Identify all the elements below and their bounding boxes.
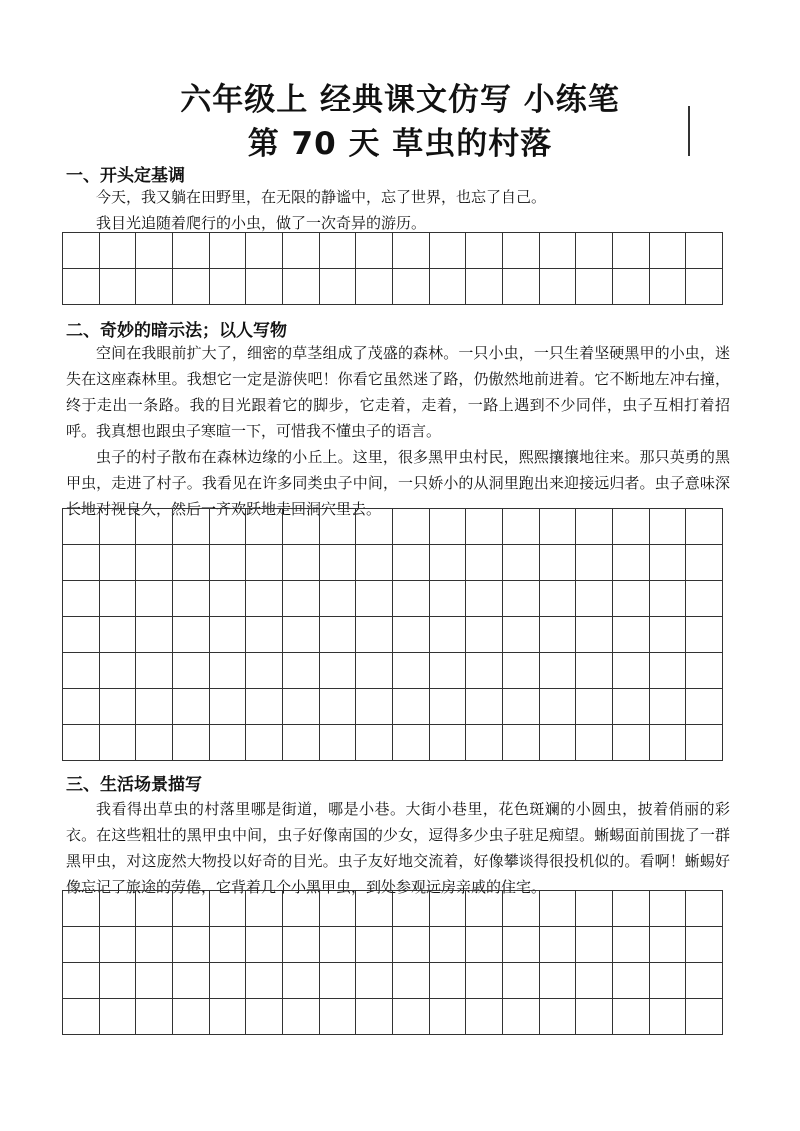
grid-cell[interactable] (136, 581, 173, 617)
grid-cell[interactable] (100, 927, 137, 963)
grid-cell[interactable] (393, 963, 430, 999)
grid-cell[interactable] (393, 269, 430, 305)
grid-cell[interactable] (613, 725, 650, 761)
grid-cell[interactable] (63, 581, 100, 617)
grid-cell[interactable] (576, 617, 613, 653)
grid-cell[interactable] (246, 927, 283, 963)
grid-row (63, 617, 723, 653)
grid-cell[interactable] (613, 581, 650, 617)
grid-cell[interactable] (246, 891, 283, 927)
grid-cell[interactable] (136, 927, 173, 963)
grid-cell[interactable] (246, 233, 283, 269)
grid-cell[interactable] (686, 963, 723, 999)
grid-cell[interactable] (173, 617, 210, 653)
grid-cell[interactable] (100, 725, 137, 761)
grid-cell[interactable] (173, 581, 210, 617)
grid-cell[interactable] (613, 963, 650, 999)
grid-cell[interactable] (503, 545, 540, 581)
grid-cell[interactable] (430, 233, 467, 269)
grid-row (63, 509, 723, 545)
grid-cell[interactable] (173, 927, 210, 963)
section-1-paragraph-2: 我目光追随着爬行的小虫，做了一次奇异的游历。 (96, 214, 427, 232)
grid-cell[interactable] (430, 725, 467, 761)
grid-cell[interactable] (503, 617, 540, 653)
grid-cell[interactable] (613, 509, 650, 545)
grid-cell[interactable] (576, 891, 613, 927)
grid-cell[interactable] (246, 689, 283, 725)
grid-cell[interactable] (466, 545, 503, 581)
grid-row (63, 545, 723, 581)
grid-cell[interactable] (63, 927, 100, 963)
grid-cell[interactable] (466, 999, 503, 1035)
grid-cell[interactable] (650, 927, 687, 963)
grid-row (63, 581, 723, 617)
grid-cell[interactable] (686, 269, 723, 305)
grid-cell[interactable] (246, 581, 283, 617)
grid-cell[interactable] (466, 927, 503, 963)
grid-cell[interactable] (393, 999, 430, 1035)
grid-cell[interactable] (650, 725, 687, 761)
grid-cell[interactable] (356, 617, 393, 653)
grid-cell[interactable] (613, 689, 650, 725)
grid-cell[interactable] (356, 269, 393, 305)
grid-cell[interactable] (63, 617, 100, 653)
grid-cell[interactable] (466, 581, 503, 617)
grid-cell[interactable] (613, 545, 650, 581)
section-3-writing-grid[interactable] (62, 890, 723, 1035)
grid-cell[interactable] (503, 269, 540, 305)
grid-cell[interactable] (503, 999, 540, 1035)
grid-cell[interactable] (63, 233, 100, 269)
grid-cell[interactable] (650, 269, 687, 305)
grid-cell[interactable] (576, 509, 613, 545)
grid-cell[interactable] (540, 725, 577, 761)
grid-cell[interactable] (650, 233, 687, 269)
grid-cell[interactable] (650, 581, 687, 617)
grid-cell[interactable] (430, 927, 467, 963)
grid-cell[interactable] (136, 509, 173, 545)
section-1-text (66, 184, 730, 236)
grid-cell[interactable] (320, 545, 357, 581)
grid-cell[interactable] (356, 581, 393, 617)
grid-cell[interactable] (650, 617, 687, 653)
grid-cell[interactable] (540, 891, 577, 927)
grid-cell[interactable] (63, 999, 100, 1035)
grid-cell[interactable] (503, 963, 540, 999)
grid-cell[interactable] (283, 963, 320, 999)
grid-cell[interactable] (650, 689, 687, 725)
grid-cell[interactable] (136, 891, 173, 927)
grid-cell[interactable] (246, 545, 283, 581)
section-2-paragraph-2: 虫子的村子散布在森林边缘的小丘上。这里，很多黑甲虫村民，熙熙攘攘地往来。那只英勇的黑甲虫，走进了村子。我看见在许多同类虫子中间，一只娇小的从洞里跑出来迎接远归者。虫子意味深长地对视良久，然后一齐欢跃地走回洞穴里去。 (66, 448, 730, 518)
grid-cell[interactable] (63, 653, 100, 689)
grid-row (63, 233, 723, 269)
grid-cell[interactable] (210, 509, 247, 545)
grid-cell[interactable] (173, 545, 210, 581)
grid-cell[interactable] (100, 963, 137, 999)
grid-cell[interactable] (393, 581, 430, 617)
grid-cell[interactable] (393, 545, 430, 581)
grid-cell[interactable] (320, 233, 357, 269)
grid-cell[interactable] (503, 927, 540, 963)
grid-cell[interactable] (283, 653, 320, 689)
grid-cell[interactable] (466, 653, 503, 689)
grid-cell[interactable] (100, 891, 137, 927)
grid-cell[interactable] (650, 963, 687, 999)
grid-cell[interactable] (100, 617, 137, 653)
grid-cell[interactable] (246, 963, 283, 999)
grid-cell[interactable] (356, 725, 393, 761)
grid-cell[interactable] (540, 999, 577, 1035)
grid-cell[interactable] (210, 927, 247, 963)
section-3-heading: 三、生活场景描写 (66, 775, 202, 795)
grid-cell[interactable] (613, 999, 650, 1035)
grid-cell[interactable] (356, 689, 393, 725)
grid-cell[interactable] (246, 617, 283, 653)
grid-cell[interactable] (283, 269, 320, 305)
grid-cell[interactable] (210, 963, 247, 999)
grid-cell[interactable] (503, 725, 540, 761)
grid-cell[interactable] (173, 891, 210, 927)
grid-cell[interactable] (100, 233, 137, 269)
grid-cell[interactable] (576, 963, 613, 999)
grid-cell[interactable] (136, 269, 173, 305)
grid-cell[interactable] (466, 963, 503, 999)
grid-cell[interactable] (210, 269, 247, 305)
grid-cell[interactable] (283, 581, 320, 617)
grid-cell[interactable] (393, 689, 430, 725)
grid-cell[interactable] (63, 545, 100, 581)
grid-cell[interactable] (100, 689, 137, 725)
grid-cell[interactable] (210, 689, 247, 725)
grid-cell[interactable] (466, 891, 503, 927)
grid-cell[interactable] (356, 233, 393, 269)
grid-row (63, 725, 723, 761)
grid-cell[interactable] (576, 233, 613, 269)
section-2-heading: 二、奇妙的暗示法；以人写物 (66, 321, 287, 341)
grid-cell[interactable] (430, 689, 467, 725)
grid-cell[interactable] (540, 963, 577, 999)
grid-cell[interactable] (540, 581, 577, 617)
grid-cell[interactable] (430, 999, 467, 1035)
grid-cell[interactable] (430, 509, 467, 545)
grid-cell[interactable] (100, 545, 137, 581)
grid-cell[interactable] (173, 509, 210, 545)
grid-cell[interactable] (283, 891, 320, 927)
grid-cell[interactable] (100, 581, 137, 617)
grid-row (63, 999, 723, 1035)
grid-cell[interactable] (393, 509, 430, 545)
grid-cell[interactable] (283, 999, 320, 1035)
grid-cell[interactable] (136, 617, 173, 653)
worksheet-lesson-title: 第 70 天 草虫的村落 (247, 126, 553, 162)
grid-cell[interactable] (540, 617, 577, 653)
worksheet-series-title: 六年级上 经典课文仿写 小练笔 (180, 82, 620, 118)
grid-cell[interactable] (173, 689, 210, 725)
grid-cell[interactable] (210, 653, 247, 689)
grid-cell[interactable] (686, 653, 723, 689)
section-2-writing-grid[interactable] (62, 508, 723, 761)
grid-cell[interactable] (173, 233, 210, 269)
grid-cell[interactable] (576, 999, 613, 1035)
grid-cell[interactable] (430, 581, 467, 617)
section-2-paragraph-1: 空间在我眼前扩大了，细密的草茎组成了茂盛的森林。一只小虫，一只生着坚硬黑甲的小虫，迷失在这座森林里。我想它一定是游侠吧！你看它虽然迷了路，仍傲然地前进着。它不断地左冲右撞，终于走出一条路。我的目光跟着它的脚步，它走着，走着，一路上遇到不少同伴，虫子互相打着招呼。我真想也跟虫子寒暄一下，可惜我不懂虫子的语言。 (66, 344, 730, 440)
grid-cell[interactable] (650, 509, 687, 545)
grid-cell[interactable] (466, 725, 503, 761)
grid-cell[interactable] (650, 653, 687, 689)
grid-cell[interactable] (210, 725, 247, 761)
grid-cell[interactable] (63, 509, 100, 545)
grid-cell[interactable] (576, 689, 613, 725)
grid-cell[interactable] (430, 963, 467, 999)
grid-cell[interactable] (393, 653, 430, 689)
grid-cell[interactable] (136, 545, 173, 581)
grid-row (63, 269, 723, 305)
grid-cell[interactable] (540, 269, 577, 305)
grid-cell[interactable] (100, 269, 137, 305)
grid-cell[interactable] (210, 233, 247, 269)
grid-cell[interactable] (173, 725, 210, 761)
section-1-paragraph-1: 今天，我又躺在田野里，在无限的静谧中，忘了世界，也忘了自己。 (96, 188, 547, 206)
grid-cell[interactable] (63, 725, 100, 761)
grid-cell[interactable] (686, 689, 723, 725)
grid-cell[interactable] (393, 927, 430, 963)
grid-cell[interactable] (503, 689, 540, 725)
grid-cell[interactable] (210, 617, 247, 653)
grid-cell[interactable] (210, 581, 247, 617)
grid-cell[interactable] (393, 233, 430, 269)
grid-cell[interactable] (686, 509, 723, 545)
grid-row (63, 963, 723, 999)
grid-cell[interactable] (356, 963, 393, 999)
grid-cell[interactable] (283, 545, 320, 581)
grid-cell[interactable] (466, 509, 503, 545)
grid-cell[interactable] (173, 999, 210, 1035)
grid-cell[interactable] (246, 653, 283, 689)
grid-cell[interactable] (430, 653, 467, 689)
grid-cell[interactable] (540, 233, 577, 269)
grid-cell[interactable] (686, 999, 723, 1035)
grid-cell[interactable] (320, 927, 357, 963)
grid-cell[interactable] (466, 269, 503, 305)
grid-cell[interactable] (686, 891, 723, 927)
grid-cell[interactable] (136, 653, 173, 689)
grid-cell[interactable] (136, 999, 173, 1035)
grid-cell[interactable] (136, 689, 173, 725)
grid-cell[interactable] (63, 269, 100, 305)
grid-cell[interactable] (283, 927, 320, 963)
grid-cell[interactable] (246, 509, 283, 545)
grid-cell[interactable] (650, 891, 687, 927)
grid-cell[interactable] (686, 581, 723, 617)
grid-cell[interactable] (63, 963, 100, 999)
grid-cell[interactable] (246, 999, 283, 1035)
grid-cell[interactable] (283, 509, 320, 545)
grid-cell[interactable] (283, 617, 320, 653)
grid-cell[interactable] (136, 963, 173, 999)
section-1-writing-grid[interactable] (62, 232, 723, 305)
grid-cell[interactable] (173, 963, 210, 999)
grid-cell[interactable] (540, 653, 577, 689)
grid-cell[interactable] (246, 269, 283, 305)
grid-cell[interactable] (283, 233, 320, 269)
grid-cell[interactable] (356, 999, 393, 1035)
grid-cell[interactable] (576, 927, 613, 963)
grid-cell[interactable] (503, 233, 540, 269)
grid-cell[interactable] (283, 725, 320, 761)
section-2-text (66, 340, 730, 522)
grid-cell[interactable] (320, 963, 357, 999)
grid-cell[interactable] (320, 653, 357, 689)
section-3-paragraph-1: 我看得出草虫的村落里哪是街道，哪是小巷。大街小巷里，花色斑斓的小圆虫，披着俏丽的彩衣。在这些粗壮的黑甲虫中间，虫子好像南国的少女，逗得多少虫子驻足痴望。蜥蜴面前围拢了一群黑甲虫，对这庞然大物投以好奇的目光。虫子友好地交流着，好像攀谈得很投机似的。看啊！蜥蜴好像忘记了旅途的劳倦，它背着几个小黑甲虫，到处参观远房亲戚的住宅。 (66, 800, 730, 896)
grid-cell[interactable] (650, 999, 687, 1035)
grid-row (63, 891, 723, 927)
grid-cell[interactable] (210, 999, 247, 1035)
grid-cell[interactable] (576, 653, 613, 689)
grid-cell[interactable] (503, 653, 540, 689)
grid-cell[interactable] (63, 689, 100, 725)
grid-cell[interactable] (173, 269, 210, 305)
grid-cell[interactable] (686, 927, 723, 963)
grid-cell[interactable] (686, 233, 723, 269)
grid-cell[interactable] (356, 545, 393, 581)
grid-cell[interactable] (503, 509, 540, 545)
section-3-text (66, 796, 730, 900)
grid-cell[interactable] (136, 725, 173, 761)
grid-cell[interactable] (430, 269, 467, 305)
grid-cell[interactable] (686, 545, 723, 581)
grid-cell[interactable] (356, 509, 393, 545)
section-1-heading: 一、开头定基调 (66, 166, 185, 186)
grid-cell[interactable] (283, 689, 320, 725)
grid-cell[interactable] (320, 269, 357, 305)
grid-cell[interactable] (540, 927, 577, 963)
grid-cell[interactable] (210, 891, 247, 927)
grid-cell[interactable] (100, 509, 137, 545)
grid-cell[interactable] (356, 927, 393, 963)
grid-cell[interactable] (466, 233, 503, 269)
grid-cell[interactable] (320, 581, 357, 617)
grid-cell[interactable] (320, 617, 357, 653)
grid-cell[interactable] (173, 653, 210, 689)
grid-cell[interactable] (503, 581, 540, 617)
grid-cell[interactable] (686, 725, 723, 761)
grid-cell[interactable] (576, 725, 613, 761)
grid-cell[interactable] (576, 581, 613, 617)
grid-cell[interactable] (613, 653, 650, 689)
grid-cell[interactable] (430, 891, 467, 927)
grid-cell[interactable] (320, 509, 357, 545)
margin-rule-line (688, 106, 690, 156)
grid-row (63, 927, 723, 963)
grid-cell[interactable] (613, 269, 650, 305)
grid-cell[interactable] (466, 689, 503, 725)
grid-cell[interactable] (540, 545, 577, 581)
grid-cell[interactable] (613, 233, 650, 269)
grid-cell[interactable] (356, 653, 393, 689)
grid-cell[interactable] (613, 617, 650, 653)
grid-cell[interactable] (576, 545, 613, 581)
grid-cell[interactable] (393, 891, 430, 927)
grid-cell[interactable] (430, 617, 467, 653)
grid-cell[interactable] (613, 891, 650, 927)
grid-cell[interactable] (63, 891, 100, 927)
grid-row (63, 653, 723, 689)
grid-cell[interactable] (540, 689, 577, 725)
grid-cell[interactable] (503, 891, 540, 927)
grid-cell[interactable] (320, 999, 357, 1035)
grid-cell[interactable] (576, 269, 613, 305)
grid-cell[interactable] (100, 999, 137, 1035)
grid-cell[interactable] (686, 617, 723, 653)
grid-cell[interactable] (100, 653, 137, 689)
grid-row (63, 689, 723, 725)
grid-cell[interactable] (613, 927, 650, 963)
grid-cell[interactable] (320, 725, 357, 761)
grid-cell[interactable] (393, 617, 430, 653)
grid-cell[interactable] (320, 891, 357, 927)
grid-cell[interactable] (393, 725, 430, 761)
grid-cell[interactable] (466, 617, 503, 653)
grid-cell[interactable] (320, 689, 357, 725)
grid-cell[interactable] (430, 545, 467, 581)
grid-cell[interactable] (356, 891, 393, 927)
grid-cell[interactable] (136, 233, 173, 269)
grid-cell[interactable] (540, 509, 577, 545)
grid-cell[interactable] (246, 725, 283, 761)
grid-cell[interactable] (650, 545, 687, 581)
grid-cell[interactable] (210, 545, 247, 581)
